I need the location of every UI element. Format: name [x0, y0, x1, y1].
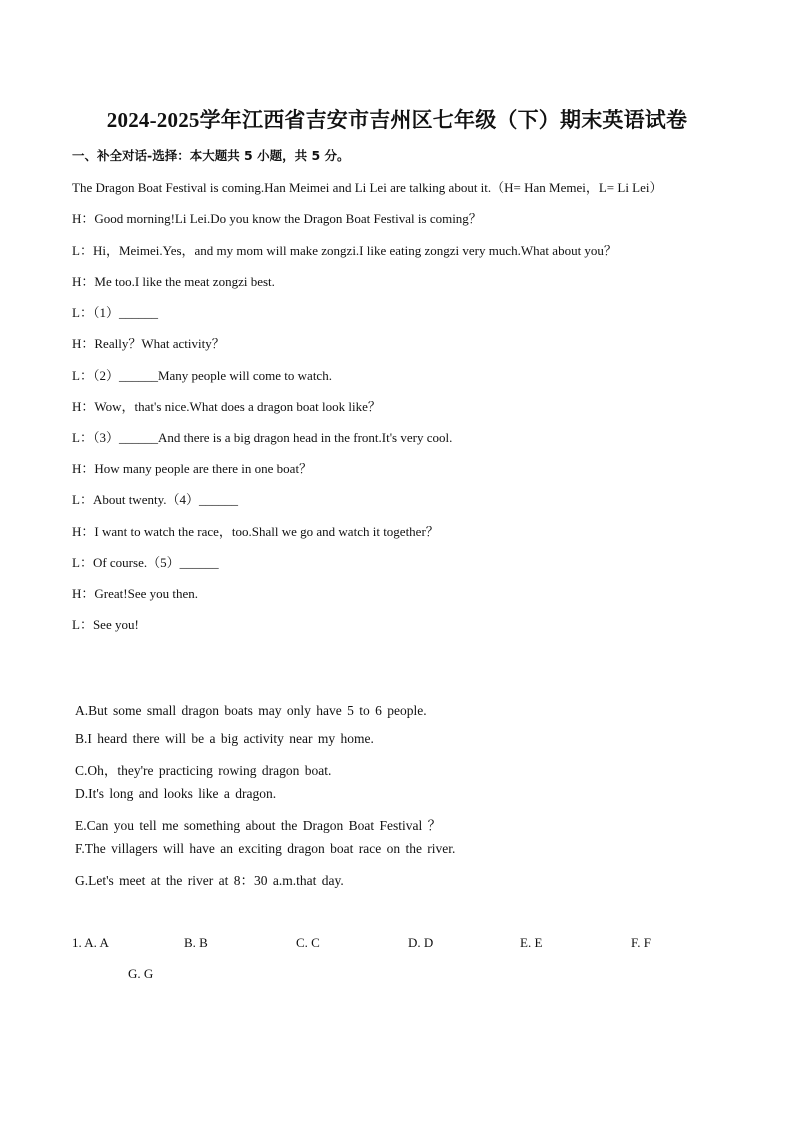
dialogue-line: H：How many people are there in one boat？: [72, 461, 313, 476]
option-f: F.The villagers will have an exciting dragon boat race on the river.: [75, 841, 456, 856]
dialogue-line: H：I want to watch the race，too.Shall we go and watch it together？: [72, 524, 439, 539]
option-c: C.Oh，they're practicing rowing dragon boat.: [75, 763, 332, 778]
dialogue-line: H：Great!See you then.: [72, 586, 198, 601]
answer-choice-b[interactable]: B. B: [184, 935, 208, 950]
answer-choice-g[interactable]: G. G: [128, 966, 154, 981]
answer-choice-a[interactable]: 1. A. A: [72, 935, 109, 950]
dialogue-line-blank-1: L：（1）______: [72, 305, 158, 320]
dialogue-line: L：See you!: [72, 617, 139, 632]
answer-choice-d[interactable]: D. D: [408, 935, 434, 950]
dialogue-intro: The Dragon Boat Festival is coming.Han Meimei and Li Lei are talking about it.（H= Han Memei，L= Li Lei）: [72, 180, 663, 195]
option-d: D.It's long and looks like a dragon.: [75, 786, 277, 801]
dialogue-line-blank-3: L：（3）______And there is a big dragon head in the front.It's very cool.: [72, 430, 453, 445]
answer-choice-f[interactable]: F. F: [631, 935, 651, 950]
dialogue-line: H：Good morning!Li Lei.Do you know the Dragon Boat Festival is coming？: [72, 211, 482, 226]
dialogue-line: H：Me too.I like the meat zongzi best.: [72, 274, 275, 289]
dialogue-line: L：Hi，Meimei.Yes，and my mom will make zongzi.I like eating zongzi very much.What about you？: [72, 243, 617, 258]
dialogue-line-blank-5: L：Of course.（5）______: [72, 555, 219, 570]
answer-choice-e[interactable]: E. E: [520, 935, 543, 950]
option-a: A.But some small dragon boats may only have 5 to 6 people.: [75, 703, 427, 718]
section-heading: 一、补全对话-选择：本大题共 5 小题，共 5 分。: [72, 148, 350, 163]
option-b: B.I heard there will be a big activity near my home.: [75, 731, 374, 746]
answer-choice-c[interactable]: C. C: [296, 935, 320, 950]
dialogue-line-blank-2: L：（2）______Many people will come to watch.: [72, 368, 332, 383]
dialogue-line: H：Wow，that's nice.What does a dragon boat look like？: [72, 399, 381, 414]
exam-title: 2024-2025学年江西省吉安市吉州区七年级（下）期末英语试卷: [106, 108, 688, 132]
option-e: E.Can you tell me something about the Dragon Boat Festival ？: [75, 818, 442, 833]
option-g: G.Let's meet at the river at 8：30 a.m.that day.: [75, 873, 344, 888]
dialogue-line-blank-4: L：About twenty.（4）______: [72, 492, 238, 507]
dialogue-line: H：Really？What activity？: [72, 336, 225, 351]
